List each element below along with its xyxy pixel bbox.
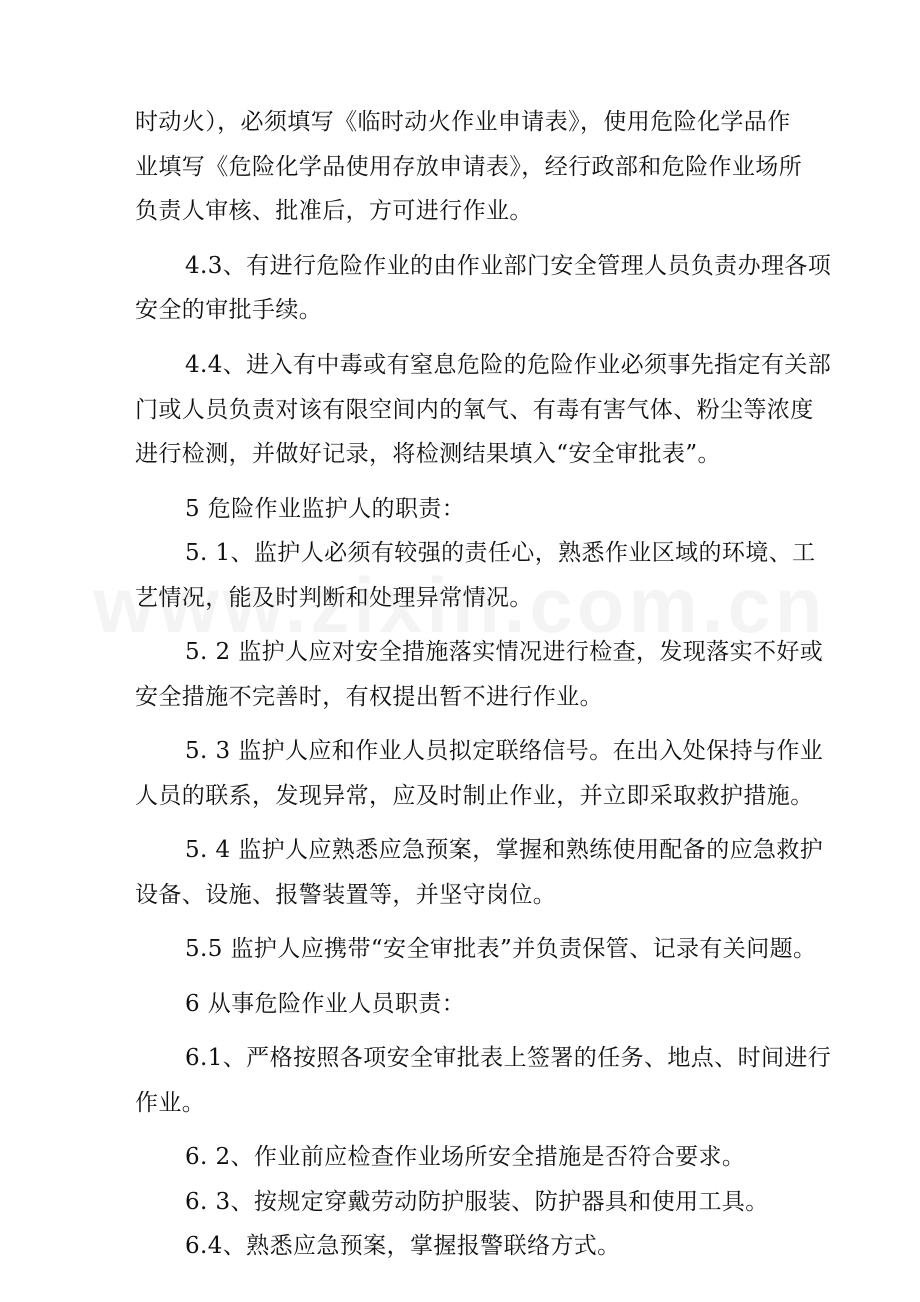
paragraph-line: 设备、设施、报警装置等，并坚守岗位。	[135, 882, 557, 908]
paragraph-line: 安全措施不完善时，有权提出暂不进行作业。	[135, 684, 603, 710]
paragraph-line: 5 危险作业监护人的职责：	[185, 496, 466, 522]
paragraph-line: 作业。	[135, 1090, 206, 1116]
paragraph-line: 6. 3、按规定穿戴劳动防护服装、防护器具和使用工具。	[185, 1189, 769, 1215]
paragraph-line: 5. 1、监护人必须有较强的责任心，熟悉作业区域的环境、工	[185, 540, 816, 566]
paragraph-line: 5. 4 监护人应熟悉应急预案，掌握和熟练使用配备的应急救护	[185, 837, 824, 863]
paragraph-line: 6.1、严格按照各项安全审批表上签署的任务、地点、时间进行	[185, 1045, 832, 1071]
paragraph-line: 5. 2 监护人应对安全措施落实情况进行检查，发现落实不好或	[185, 639, 824, 665]
paragraph-line: 艺情况，能及时判断和处理异常情况。	[135, 585, 533, 611]
paragraph-line: 6 从事危险作业人员职责：	[185, 991, 466, 1017]
paragraph-line: 6.4、熟悉应急预案，掌握报警联络方式。	[185, 1233, 621, 1259]
paragraph-line: 4.3、有进行危险作业的由作业部门安全管理人员负责办理各项	[185, 253, 832, 279]
paragraph-line: 5. 3 监护人应和作业人员拟定联络信号。在出入处保持与作业	[185, 738, 824, 764]
paragraph-line: 5.5 监护人应携带“安全审批表”并负责保管、记录有关问题。	[185, 936, 817, 962]
paragraph-line: 业填写《危险化学品使用存放申请表》，经行政部和危险作业场所	[135, 154, 803, 180]
paragraph-line: 6. 2、作业前应检查作业场所安全措施是否符合要求。	[185, 1144, 746, 1170]
paragraph-line: 进行检测，并做好记录，将检测结果填入“安全审批表”。	[135, 441, 721, 467]
paragraph-line: 门或人员负责对该有限空间内的氧气、有毒有害气体、粉尘等浓度	[135, 397, 814, 423]
paragraph-line: 人员的联系，发现异常，应及时制止作业，并立即采取救护措施。	[135, 783, 814, 809]
paragraph-line: 时动火），必须填写《临时动火作业申请表》，使用危险化学品作	[135, 109, 791, 135]
paragraph-line: 负责人审核、批准后，方可进行作业。	[135, 198, 533, 224]
paragraph-line: 4.4、进入有中毒或有窒息危险的危险作业必须事先指定有关部	[185, 352, 832, 378]
paragraph-line: 安全的审批手续。	[135, 297, 323, 323]
